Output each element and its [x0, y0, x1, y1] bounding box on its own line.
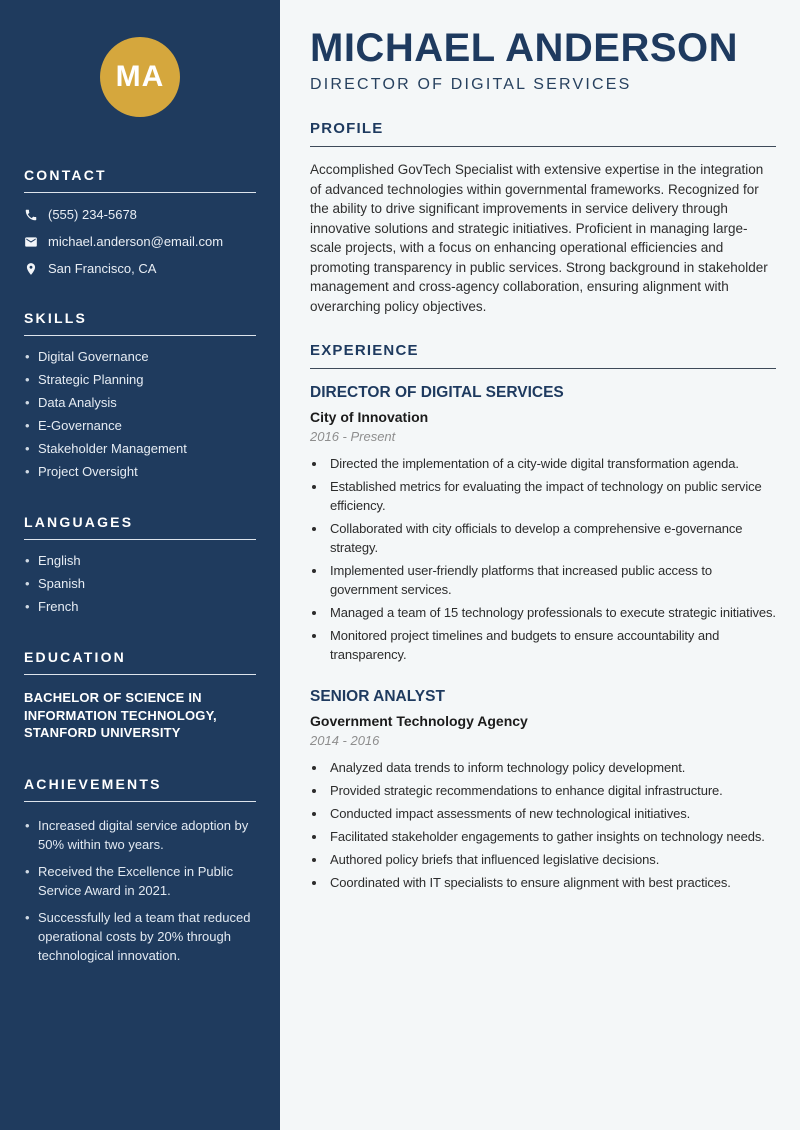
languages-heading: LANGUAGES: [24, 514, 256, 540]
job-bullets: [310, 758, 776, 892]
contact-list: [24, 207, 256, 276]
language-item: • English: [24, 553, 256, 569]
bullet-item: • Directed the implementation of a city-wide digital transformation agenda.: [327, 454, 776, 473]
contact-row-location: [24, 261, 256, 276]
contact-row-email: [24, 234, 256, 249]
language-item: • French: [24, 599, 256, 615]
bullet-item: • Authored policy briefs that influenced legislative decisions.: [327, 850, 776, 869]
contact-phone: (555) 234-5678: [48, 207, 137, 222]
avatar-initials: MA: [115, 60, 165, 93]
contact-section: [24, 167, 256, 276]
bullet-item: • Facilitated stakeholder engagements to gather insights on technology needs.: [327, 827, 776, 846]
avatar: [100, 37, 180, 117]
achievement-item: • Successfully led a team that reduced operational costs by 20% through technological innovation.: [24, 908, 256, 965]
bullet-item: • Implemented user-friendly platforms that increased public access to government services.: [327, 561, 776, 599]
job-dates: 2014 - 2016: [310, 733, 380, 748]
experience-section: [310, 342, 776, 892]
job-company: Government Technology Agency: [310, 713, 528, 729]
education-section: [24, 649, 256, 742]
bullet-item: • Collaborated with city officials to develop a comprehensive e-governance strategy.: [327, 519, 776, 557]
main-content: [280, 0, 800, 1130]
contact-email: michael.anderson@email.com: [48, 234, 224, 249]
skill-item: • Project Oversight: [24, 464, 256, 480]
bullet-item: • Analyzed data trends to inform technology policy development.: [327, 758, 776, 777]
person-title: DIRECTOR OF DIGITAL SERVICES: [310, 76, 632, 93]
job-company: City of Innovation: [310, 409, 429, 425]
achievement-item: • Increased digital service adoption by 50% within two years.: [24, 816, 256, 854]
bullet-item: • Provided strategic recommendations to enhance digital infrastructure.: [327, 781, 776, 800]
contact-row-phone: [24, 207, 256, 222]
achievements-heading: ACHIEVEMENTS: [24, 776, 256, 802]
profile-text: Accomplished GovTech Specialist with extensive expertise in the integration of advanced technologies within governmental frameworks. Recognized for the ability to drive significant improvements in service delivery through innovative solutions and strategic initiatives. Proficient in managing large-scale projects, with a focus on enhancing operational efficiencies and promoting transparency in public services. Strong background in stakeholder management and cross-agency collaboration, ensuring alignment with overarching policy objectives.: [310, 162, 768, 314]
education-degree: BACHELOR OF SCIENCE IN INFORMATION TECHNOLOGY, STANFORD UNIVERSITY: [24, 690, 217, 740]
bullet-item: • Managed a team of 15 technology professionals to execute strategic initiatives.: [327, 603, 776, 622]
skills-list: [24, 349, 256, 480]
achievements-section: [24, 776, 256, 965]
job-entry-senior-analyst: [310, 688, 776, 892]
language-item: • Spanish: [24, 576, 256, 592]
phone-icon: [24, 208, 38, 222]
bullet-item: • Conducted impact assessments of new technological initiatives.: [327, 804, 776, 823]
job-title: DIRECTOR OF DIGITAL SERVICES: [310, 384, 564, 401]
achievements-list: [24, 816, 256, 965]
achievement-item: • Received the Excellence in Public Service Award in 2021.: [24, 862, 256, 900]
education-heading: EDUCATION: [24, 649, 256, 675]
languages-list: [24, 553, 256, 615]
profile-section: [310, 120, 776, 316]
skills-heading: SKILLS: [24, 310, 256, 336]
experience-heading: EXPERIENCE: [310, 342, 776, 369]
job-dates: 2016 - Present: [310, 429, 396, 444]
location-icon: [24, 262, 38, 276]
skill-item: • Strategic Planning: [24, 372, 256, 388]
email-icon: [24, 235, 38, 249]
job-title: SENIOR ANALYST: [310, 688, 445, 705]
skill-item: • Digital Governance: [24, 349, 256, 365]
contact-location: San Francisco, CA: [48, 261, 157, 276]
sidebar: [0, 0, 280, 1130]
contact-heading: CONTACT: [24, 167, 256, 193]
skills-section: [24, 310, 256, 480]
skill-item: • E-Governance: [24, 418, 256, 434]
bullet-item: • Established metrics for evaluating the impact of technology on public service efficiency.: [327, 477, 776, 515]
profile-heading: PROFILE: [310, 120, 776, 147]
bullet-item: • Coordinated with IT specialists to ensure alignment with best practices.: [327, 873, 776, 892]
person-name: MICHAEL ANDERSON: [310, 26, 739, 70]
bullet-item: • Monitored project timelines and budgets to ensure accountability and transparency.: [327, 626, 776, 664]
skill-item: • Stakeholder Management: [24, 441, 256, 457]
skill-item: • Data Analysis: [24, 395, 256, 411]
job-entry-director: [310, 384, 776, 664]
languages-section: [24, 514, 256, 615]
job-bullets: [310, 454, 776, 664]
